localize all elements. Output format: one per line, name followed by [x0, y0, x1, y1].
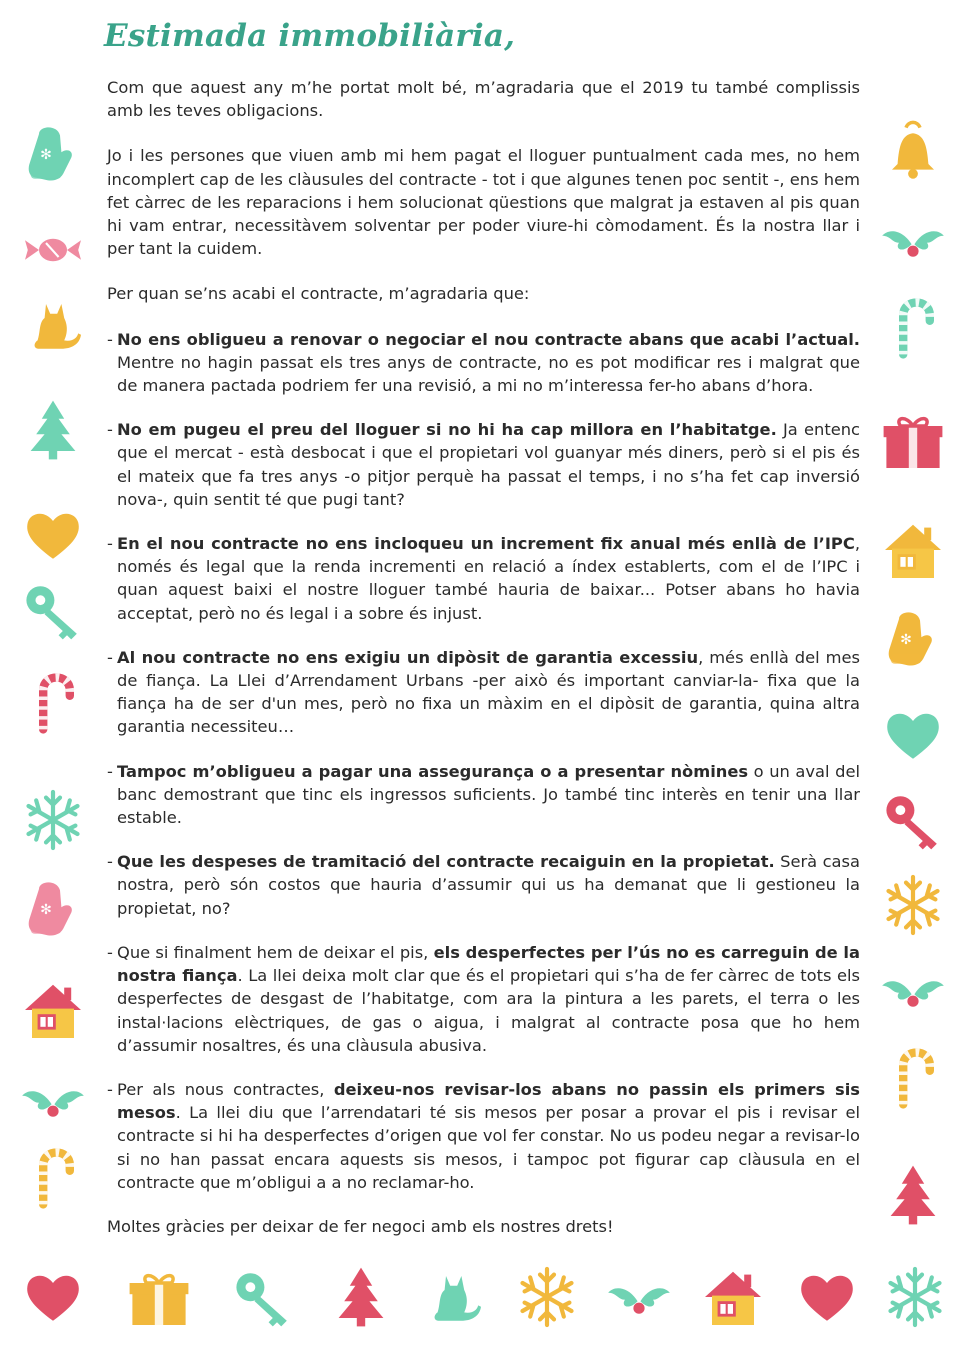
request-item: - No ens obligueu a renovar o negociar el nou contracte abans que acabi l’actual. Mentre no hagin passat els tres anys de contracte, no es pot modificar res i malgrat que de manera pactada podriem fer una revisió, a mi no m’interessa fer-ho abans d’hora. — [107, 329, 860, 396]
cat-icon — [18, 290, 88, 360]
christmas-tree-icon — [326, 1262, 396, 1332]
holly-icon — [18, 1065, 88, 1135]
christmas-tree-icon — [878, 1160, 948, 1230]
snowflake-icon — [512, 1262, 582, 1332]
request-item: - Que si finalment hem de deixar el pis, els desperfectes per l’ús no es carreguin de la nostra fiança. La llei deixa molt clar que és el propietari qui s’ha de fer càrrec de tots els desperfectes de desgast de l’habitatge, com ara la pintura a les parets, el terra o les instal·lacions elèctriques, de gas o aigua, i malgrat al contracte posa que ho hem d’assumir nosaltres, és una clàusula abusiva. — [107, 942, 861, 1055]
cat-icon — [418, 1262, 488, 1332]
house-icon — [698, 1262, 768, 1332]
request-highlight: Al nou contracte no ens exigiu un dipòsit de garantia excessiu — [117, 647, 699, 667]
request-item: - Al nou contracte no ens exigiu un dipòsit de garantia excessiu, més enllà del mes de fiança. La Llei d’Arrendament Urbans -per això és important canviar-la- fixa que la fiança ha de ser d'un mes, però no fixa un màxim en el dipòsit de garantia, quina altra garantia necessiteu… — [107, 647, 860, 737]
christmas-tree-icon — [18, 395, 88, 465]
intro-paragraph: Com que aquest any m’he portat molt bé, m’agradaria que el 2019 tu també complissis amb les teves obligacions. — [107, 78, 860, 121]
candy-cane-icon — [18, 1140, 88, 1210]
holly-icon — [604, 1262, 674, 1332]
heart-icon — [792, 1262, 862, 1332]
svg-text:✻: ✻ — [40, 147, 52, 164]
request-highlight: No ens obligueu a renovar o negociar el nou contracte abans que acabi l’actual. — [117, 329, 860, 349]
snowflake-icon — [878, 870, 948, 940]
request-item: - Per als nous contractes, deixeu-nos revisar-los abans no passin els primers sis mesos. La llei diu que l’arrendatari té sis mesos per posar a provar el pis i revisar el contracte si hi ha desperfectes d’origen que vol fer constar. No us podeu negar a revisar-lo si no han passat encara aquests sis mesos, i tampoc pot figurar cap clàusula en el contracte que m’obligui a a no reclamar-ho. — [107, 1079, 860, 1192]
request-list — [107, 328, 860, 1194]
snowflake-icon — [18, 785, 88, 855]
house-icon — [18, 975, 88, 1045]
letter-body — [107, 76, 860, 1238]
candy-cane-icon — [878, 1040, 948, 1110]
svg-text:✻: ✻ — [40, 902, 52, 919]
mitten-icon — [18, 875, 88, 945]
request-highlight: Tampoc m’obligueu a pagar una assegurança o a presentar nòmines — [117, 761, 749, 781]
closing-paragraph: Moltes gràcies per deixar de fer negoci amb els nostres drets! — [107, 1216, 614, 1236]
letter-title: Estimada immobiliària, — [104, 18, 516, 54]
mitten-icon — [878, 605, 948, 675]
request-highlight: els desperfectes per l’ús no es carreguin de la nostra fiança — [117, 942, 860, 986]
key-icon — [18, 575, 88, 645]
gift-icon — [124, 1262, 194, 1332]
gift-icon — [878, 405, 948, 475]
candy-cane-icon — [18, 665, 88, 735]
heart-icon — [878, 700, 948, 770]
holly-icon — [878, 205, 948, 275]
svg-text:✻: ✻ — [900, 632, 912, 649]
request-highlight: En el nou contracte no ens incloqueu un increment fix anual més enllà de l’IPC — [117, 534, 855, 554]
candy-icon — [18, 215, 88, 285]
request-highlight: deixeu-nos revisar-los abans no passin els primers sis mesos — [117, 1079, 860, 1123]
key-icon — [878, 785, 948, 855]
request-item: - No em pugeu el preu del lloguer si no hi ha cap millora en l’habitatge. Ja entenc que el mercat - està desbocat i que el propietari vol guanyar més diners, però si el pis és el mateix que fa tres anys -o pitjor perquè ha passat el temps, i no s’ha fet cap inversió nova-, quin sentit té que pugi tant? — [107, 420, 860, 509]
request-highlight: Que les despeses de tramitació del contracte recaiguin en la propietat. — [117, 852, 775, 872]
request-item: - Tampoc m’obligueu a pagar una assegurança o a presentar nòmines o un aval del banc demostrant que tinc els ingressos suficients. Jo també tinc interès en tenir una llar estable. — [107, 761, 860, 828]
mitten-icon — [18, 120, 88, 190]
house-icon — [878, 515, 948, 585]
bell-icon — [878, 115, 948, 185]
request-item: - Que les despeses de tramitació del contracte recaiguin en la propietat. Serà casa nostra, però són costos que hauria d’assumir qui us ha demanat que li gestioneu la propietat, no? — [107, 852, 860, 918]
key-icon — [228, 1262, 298, 1332]
request-item: - En el nou contracte no ens incloqueu un increment fix anual més enllà de l’IPC, només és legal que la renda incrementi en relació a índex establerts, com el de l’IPC i quan aquest baixi el nostre lloguer també hauria de baixar... Potser abans ho havia acceptat, però no és legal i a sobre és injust. — [107, 534, 860, 623]
heart-icon — [18, 500, 88, 570]
lead-paragraph: Per quan se’ns acabi el contracte, m’agradaria que: — [107, 284, 530, 304]
holly-icon — [878, 955, 948, 1025]
candy-cane-icon — [878, 290, 948, 360]
heart-icon — [18, 1262, 88, 1332]
intro-paragraph: Jo i les persones que viuen amb mi hem pagat el lloguer puntualment cada mes, no hem incomplert cap de les clàusules del contracte - tot i que algunes tenen poc sentit -, ens hem fet càrrec de les reparacions i hem solucionat qüestions que malgrat ja estaven al pis quan hi vam entrar, necessitàvem solventar per poder viure-hi còmodament. És la nostra llar i per tant la cuidem. — [107, 146, 860, 259]
snowflake-icon — [880, 1262, 950, 1332]
request-highlight: No em pugeu el preu del lloguer si no hi ha cap millora en l’habitatge. — [117, 420, 777, 440]
